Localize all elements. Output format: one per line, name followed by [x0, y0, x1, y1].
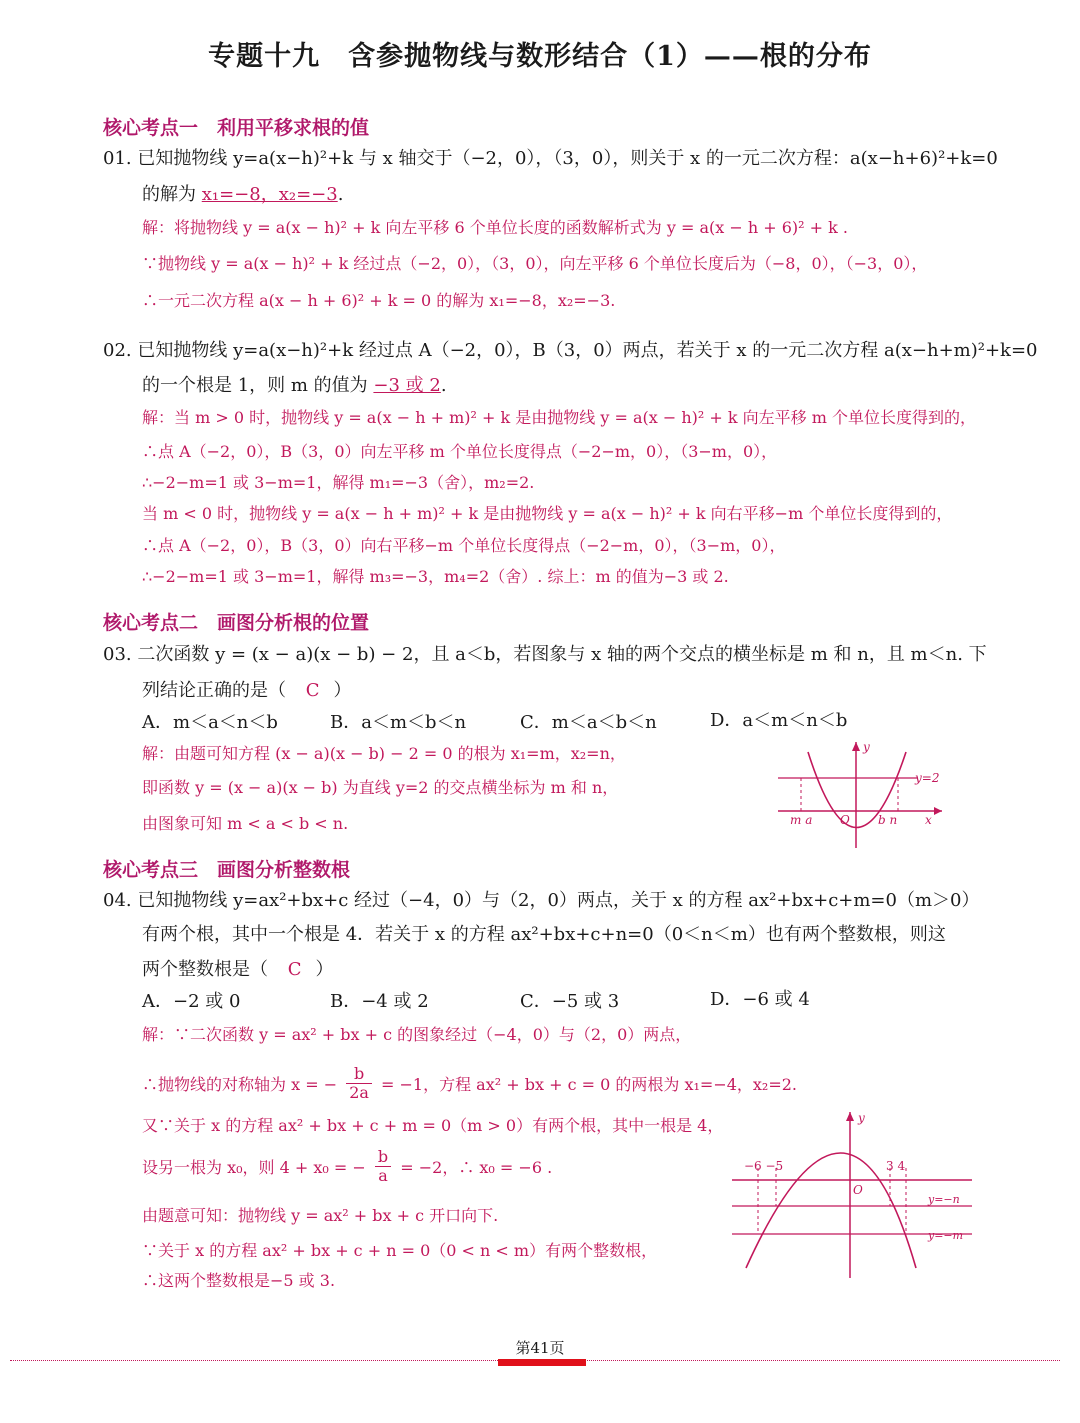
- section-heading-1: 核心考点一 利用平移求根的值: [103, 117, 370, 139]
- q4-parabola-figure: [728, 1108, 978, 1280]
- q4-option-c: C．−5 或 3: [520, 991, 620, 1012]
- fig-y2-label: y=2: [915, 771, 940, 785]
- fraction-b-over-2a: $\frac{b}{2a}$: [346, 1065, 372, 1102]
- q3-line1: 03. 二次函数 y = (x − a)(x − b) − 2，且 a＜b，若图象与 x 轴的两个交点的横坐标是 m 和 n，且 m＜n. 下: [103, 644, 987, 665]
- q1-line2: 的解为 x₁=−8，x₂=−3.: [142, 184, 344, 205]
- q3-option-a: A．m＜a＜n＜b: [142, 712, 278, 733]
- q3-solution-line: 即函数 y = (x − a)(x − b) 为直线 y=2 的交点横坐标为 m 和 n，: [142, 778, 619, 797]
- q2-solution-line: 当 m < 0 时，抛物线 y = a(x − h + m)² + k 是由抛物线 y = a(x − h)² + k 向右平移−m 个单位长度得到的，: [142, 504, 953, 523]
- fig-yn-label: y=−n: [928, 1193, 960, 1206]
- q4-line1: 04. 已知抛物线 y=ax²+bx+c 经过（−4，0）与（2，0）两点，关于 x 的方程 ax²+bx+c+m=0（m＞0）: [103, 890, 980, 911]
- footer-red-bar: [498, 1359, 586, 1366]
- q4-solution-line: 又∵关于 x 的方程 ax² + bx + c + m = 0（m > 0）有两个根，其中一根是 4，: [142, 1116, 724, 1135]
- q4-solution-line: 解：∵二次函数 y = ax² + bx + c 的图象经过（−4，0）与（2，0）两点，: [142, 1025, 692, 1044]
- q2-solution-line: ∴点 A（−2，0），B（3，0）向右平移−m 个单位长度得点（−2−m，0），（3−m，0），: [142, 536, 786, 555]
- fraction-b-over-a: $\frac{b}{a}$: [375, 1148, 391, 1185]
- q4-line2: 有两个根，其中一个根是 4．若关于 x 的方程 ax²+bx+c+n=0（0＜n＜m）也有两个整数根，则这: [142, 924, 946, 945]
- q4-option-b: B．−4 或 2: [330, 991, 429, 1012]
- x-axis-arrow: [934, 807, 942, 815]
- q4-answer: C: [287, 959, 302, 980]
- q3-option-c: C．m＜a＜b＜n: [520, 712, 657, 733]
- q1-line1: 01. 已知抛物线 y=a(x−h)²+k 与 x 轴交于（−2，0），（3，0），则关于 x 的一元二次方程：a(x−h+6)²+k=0: [103, 148, 998, 169]
- fig-ma-label: m a: [790, 813, 813, 827]
- q2-solution-line: 解：当 m > 0 时，抛物线 y = a(x − h + m)² + k 是由抛物线 y = a(x − h)² + k 向左平移 m 个单位长度得到的，: [142, 408, 977, 427]
- q2-line1: 02. 已知抛物线 y=a(x−h)²+k 经过点 A（−2，0），B（3，0）两点，若关于 x 的一元二次方程 a(x−h+m)²+k=0: [103, 340, 1038, 361]
- q2-answer: −3 或 2: [373, 375, 441, 396]
- q1-solution-line: ∴一元二次方程 a(x − h + 6)² + k = 0 的解为 x₁=−8，x₂=−3.: [142, 291, 616, 310]
- fig-left-ticks: −6 −5: [744, 1159, 784, 1173]
- q2-line2: 的一个根是 1，则 m 的值为 −3 或 2.: [142, 375, 447, 396]
- fig-ym-label: y=−m: [928, 1229, 964, 1242]
- fig-y-label: y: [858, 1111, 865, 1125]
- q4-option-d: D．−6 或 4: [710, 989, 810, 1010]
- q2-solution-line: ∴点 A（−2，0），B（3，0）向左平移 m 个单位长度得点（−2−m，0），（3−m，0），: [142, 442, 778, 461]
- fig-y-label: y: [863, 740, 870, 754]
- q2-solution-line: ∴−2−m=1 或 3−m=1，解得 m₁=−3（舍），m₂=2.: [142, 473, 535, 492]
- q2-solution-line: ∴−2−m=1 或 3−m=1，解得 m₃=−3，m₄=2（舍）. 综上：m 的值为−3 或 2.: [142, 567, 729, 586]
- q1-solution-line: ∵抛物线 y = a(x − h)² + k 经过点（−2，0），（3，0），向左平移 6 个单位长度后为（−8，0），（−3，0），: [142, 254, 928, 273]
- q4-solution-line: 由题意可知：抛物线 y = ax² + bx + c 开口向下.: [142, 1206, 499, 1225]
- q4-option-a: A．−2 或 0: [142, 991, 241, 1012]
- page-number: 第41页: [515, 1339, 565, 1357]
- q3-solution-line: 由图象可知 m < a < b < n.: [142, 814, 349, 833]
- fig-x-label: x: [925, 813, 932, 827]
- q4-solution-line: ∴抛物线的对称轴为 x = − $\frac{b}{2a}$ = −1，方程 ax² + bx + c = 0 的两根为 x₁=−4，x₂=2.: [142, 1064, 798, 1102]
- section-heading-3: 核心考点三 画图分析整数根: [103, 859, 351, 881]
- fig-o-label: O: [840, 813, 850, 827]
- fig-o-label: O: [853, 1183, 863, 1197]
- page-title: 专题十九 含参抛物线与数形结合（1）——根的分布: [208, 41, 872, 72]
- q4-solution-line: ∴这两个整数根是−5 或 3.: [142, 1271, 336, 1290]
- fig-right-ticks: 3 4: [886, 1159, 906, 1173]
- q4-solution-line: 设另一根为 x₀，则 4 + x₀ = − $\frac{b}{a}$ = −2，∴ x₀ = −6 .: [142, 1147, 553, 1185]
- q3-parabola-figure: [770, 738, 950, 850]
- q1-answer: x₁=−8，x₂=−3: [201, 184, 338, 205]
- y-axis-arrow: [846, 1112, 854, 1121]
- q4-solution-line: ∵关于 x 的方程 ax² + bx + c + n = 0（0 < n < m）有两个整数根，: [142, 1241, 658, 1260]
- q3-line2: 列结论正确的是（ C ）: [142, 680, 352, 701]
- q1-solution-line: 解：将抛物线 y = a(x − h)² + k 向左平移 6 个单位长度的函数解析式为 y = a(x − h + 6)² + k .: [142, 218, 849, 237]
- q3-option-d: D．a＜m＜n＜b: [710, 710, 848, 731]
- q3-option-b: B．a＜m＜b＜n: [330, 712, 467, 733]
- q3-answer: C: [305, 680, 320, 701]
- fig-bn-label: b n: [878, 813, 898, 827]
- y-axis-arrow: [852, 742, 860, 751]
- q3-solution-line: 解：由题可知方程 (x − a)(x − b) − 2 = 0 的根为 x₁=m，x₂=n，: [142, 744, 626, 763]
- section-heading-2: 核心考点二 画图分析根的位置: [103, 612, 370, 634]
- q4-line3: 两个整数根是（ C ）: [142, 959, 334, 980]
